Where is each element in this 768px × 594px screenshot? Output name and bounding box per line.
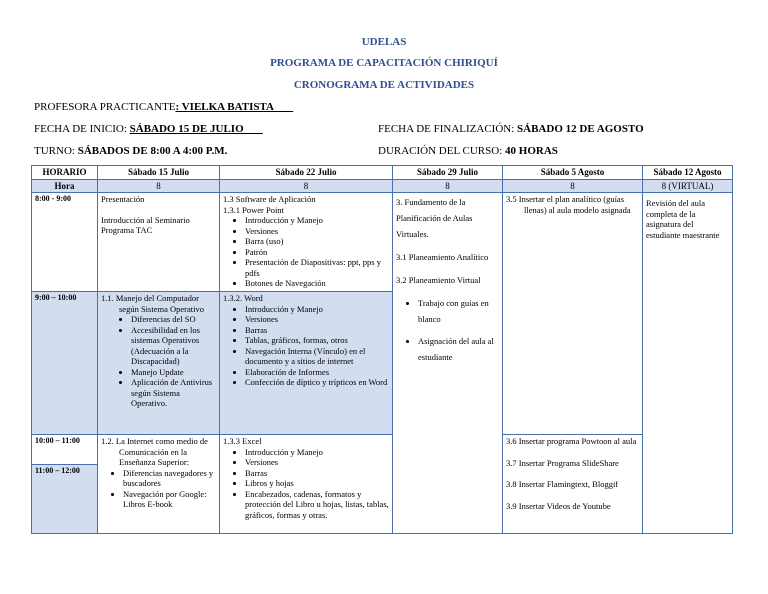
hours-label: Hora (32, 179, 98, 193)
time-slot: 8:00 - 9:00 (32, 193, 98, 292)
list-item: • Versiones (245, 457, 389, 468)
table-cell (220, 193, 393, 292)
institution-title: UDELAS (361, 36, 407, 48)
col-header-day1: Sábado 15 Julio (98, 166, 220, 180)
table-cell (503, 193, 643, 435)
cell-text: 1.3.2. Word (223, 293, 263, 303)
table-cell (98, 292, 220, 435)
shift-label: TURNO: (34, 145, 78, 157)
bullet-list (396, 295, 499, 365)
program-title: PROGRAMA DE CAPACITACIÓN CHIRIQUÍ (270, 57, 498, 69)
end-date-label: FECHA DE FINALIZACIÓN: (378, 123, 518, 135)
table-row (32, 435, 733, 465)
start-date-label: FECHA DE INICIO: (34, 123, 130, 135)
time-slot: 9:00 – 10:00 (32, 292, 98, 435)
end-date-line (378, 123, 644, 135)
shift-line (34, 145, 227, 157)
cell-text: 1.2. La Internet como medio de Comunicación en la Enseñanza Superior: (101, 436, 208, 467)
table-cell (643, 193, 733, 534)
list-item: • Diferencias navegadores y buscadores (123, 468, 216, 489)
schedule-title: CRONOGRAMA DE ACTIVIDADES (293, 79, 475, 91)
list-item: • Versiones (245, 226, 389, 237)
list-item: • Navegación por Google: Libros E-book (123, 489, 216, 510)
cell-text: 3.1 Planeamiento Analítico (396, 252, 489, 262)
table-row (32, 193, 733, 292)
header-row (32, 166, 733, 180)
hours-row (32, 179, 733, 193)
list-item: • Introducción y Manejo (245, 447, 389, 458)
table-cell (503, 435, 643, 534)
list-item: • Asignación del aula al estudiante (418, 333, 499, 365)
duration-value: 40 HORAS (505, 145, 558, 157)
time-slot: 10:00 – 11:00 (32, 435, 98, 465)
cell-text: 3.6 Insertar programa Powtoon al aula (506, 436, 637, 446)
schedule-table (31, 165, 733, 534)
cell-text: Introducción al Seminario Programa TAC (101, 214, 190, 235)
cell-text: 3.7 Insertar Programa SlideShare (506, 457, 619, 468)
list-item: • Navegación Interna (Vínculo) en el documento y a sitios de internet (245, 346, 389, 367)
list-item: • Elaboración de Informes (245, 367, 389, 378)
bullet-list (101, 468, 216, 510)
list-item: • Confección de díptico y trípticos en Word (245, 377, 389, 388)
table-cell (220, 435, 393, 534)
teacher-label: PROFESORA PRACTICANTE (34, 101, 176, 113)
list-item: • Libros y hojas (245, 478, 389, 489)
list-item: • Presentación de Diapositivas: ppt, pps y pdfs (245, 257, 389, 278)
list-item: • Versiones (245, 314, 389, 325)
hours-day1: 8 (98, 179, 220, 193)
list-item: • Manejo Update (131, 367, 216, 378)
table-cell (98, 435, 220, 534)
hours-day3: 8 (393, 179, 503, 193)
hours-day5: 8 (VIRTUAL) (643, 179, 733, 193)
bullet-list (101, 314, 216, 409)
end-date-value: SÁBADO 12 DE AGOSTO (517, 123, 644, 135)
table-cell (98, 193, 220, 292)
list-item: • Barras (245, 468, 389, 479)
col-header-day4: Sábado 5 Agosto (503, 166, 643, 180)
col-header-day3: Sábado 29 Julio (393, 166, 503, 180)
list-item: • Trabajo con guías en blanco (418, 295, 499, 327)
bullet-list (223, 447, 389, 521)
teacher-line (34, 101, 293, 113)
time-slot: 11:00 – 12:00 (32, 465, 98, 534)
list-item: • Aplicación de Antivirus según Sistema Operativo. (131, 377, 216, 409)
col-header-horario: HORARIO (32, 166, 98, 180)
hours-day2: 8 (220, 179, 393, 193)
list-item: • Introducción y Manejo (245, 304, 389, 315)
cell-text: Revisión del aula completa de la asignatura del estudiante maestrante (646, 198, 720, 240)
list-item: • Barras (245, 325, 389, 336)
bullet-list (223, 215, 389, 289)
cell-text: 3.9 Insertar Videos de Youtube (506, 500, 611, 511)
duration-label: DURACIÓN DEL CURSO: (378, 145, 506, 157)
table-cell (220, 292, 393, 435)
list-item: • Barra (uso) (245, 236, 389, 247)
list-item: • Diferencias del SO (131, 314, 216, 325)
cell-text: Presentación (101, 194, 145, 204)
list-item: • Tablas, gráficos, formas, otros (245, 335, 389, 346)
cell-text: 1.3.3 Excel (223, 436, 262, 446)
cell-text: 3.5 Insertar el plan analítico (guías llenas) al aula modelo asignada (506, 194, 631, 215)
teacher-name: : VIELKA BATISTA (175, 101, 274, 113)
cell-text: 3.2 Planeamiento Virtual (396, 275, 481, 285)
table-cell (393, 193, 503, 534)
list-item: • Encabezados, cadenas, formatos y protección del Libro u hojas, listas, tablas, gráficos, formas y otras. (245, 489, 389, 521)
col-header-day5: Sábado 12 Agosto (643, 166, 733, 180)
start-date-value: SÁBADO 15 DE JULIO (129, 123, 244, 135)
duration-line (378, 145, 558, 157)
cell-text: 1.3.1 Power Point (223, 204, 284, 215)
cell-text: 3.8 Insertar Flamingtext, Bloggif (506, 479, 619, 489)
hours-day4: 8 (503, 179, 643, 193)
cell-text: 1.1. Manejo del Computador según Sistema Operativo (101, 293, 204, 314)
cell-text: 3. Fundamento de la Planificación de Aulas Virtuales. (396, 197, 473, 239)
list-item: • Accesibilidad en los sistemas Operativos (Adecuación a la Discapacidad) (131, 325, 216, 367)
col-header-day2: Sábado 22 Julio (220, 166, 393, 180)
start-date-line (34, 123, 263, 135)
cell-text: 1.3 Software de Aplicación (223, 194, 316, 204)
list-item: • Patrón (245, 247, 389, 258)
list-item: • Botones de Navegación (245, 278, 389, 289)
bullet-list (223, 304, 389, 388)
shift-value: SÁBADOS DE 8:00 A 4:00 P.M. (77, 145, 228, 157)
list-item: • Introducción y Manejo (245, 215, 389, 226)
